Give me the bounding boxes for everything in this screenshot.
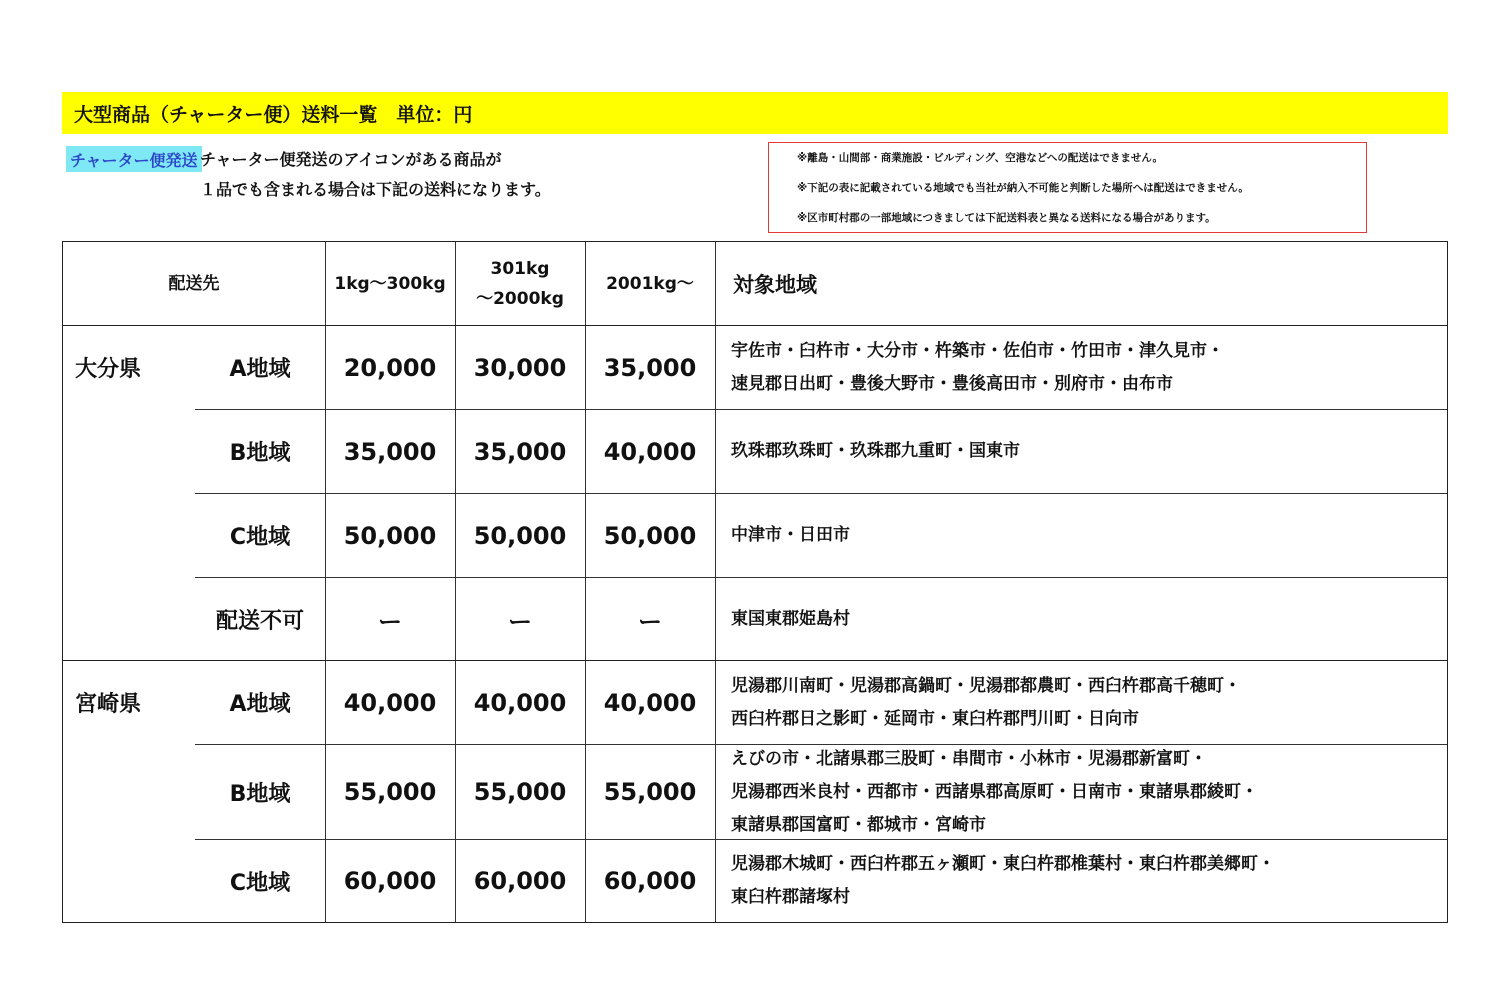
price-cell: 60,000 xyxy=(343,867,437,895)
price-cell: 20,000 xyxy=(343,353,437,382)
header-weight-3: 2001kg～ xyxy=(606,273,694,294)
price-cell: 55,000 xyxy=(473,778,567,806)
intro-line-2: １品でも含まれる場合は下記の送料になります。 xyxy=(200,180,551,199)
price-cell: 55,000 xyxy=(343,778,437,806)
area-list xyxy=(715,840,1447,922)
price-cell: 35,000 xyxy=(473,437,567,466)
zone-label: B地域 xyxy=(229,781,291,807)
intro-line-1: チャーター便発送のアイコンがある商品が xyxy=(200,150,502,169)
price-cell: 40,000 xyxy=(603,437,697,466)
prefecture-miyazaki: 宮崎県 xyxy=(75,692,142,717)
header-areas: 対象地域 xyxy=(733,272,817,297)
notice-line: ※下記の表に記載されている地域でも当社が納入不可能と判断した場所へは配送はできません。 xyxy=(797,182,1249,194)
area-list xyxy=(715,578,1447,660)
zone-label: C地域 xyxy=(229,870,291,896)
prefecture-oita: 大分県 xyxy=(75,357,142,382)
price-cell: ー xyxy=(508,607,532,636)
area-list xyxy=(715,410,1447,493)
price-cell: 50,000 xyxy=(603,521,697,550)
area-list xyxy=(715,494,1447,577)
price-cell: 60,000 xyxy=(603,867,697,895)
notice-line: ※区市町村郡の一部地域につきましては下記送料表と異なる送料になる場合があります。 xyxy=(797,212,1216,224)
area-line: 中津市・日田市 xyxy=(731,525,850,545)
area-line: 東諸県郡国富町・都城市・宮崎市 xyxy=(731,814,986,835)
price-cell: 40,000 xyxy=(603,688,697,717)
area-list xyxy=(715,326,1447,409)
area-list xyxy=(715,745,1447,839)
shipping-fee-table xyxy=(62,241,1448,923)
price-cell: 50,000 xyxy=(343,521,437,550)
header-weight-2 xyxy=(455,242,585,325)
price-cell: 60,000 xyxy=(473,867,567,895)
area-line: 児湯郡木城町・西臼杵郡五ヶ瀬町・東臼杵郡椎葉村・東臼杵郡美郷町・ xyxy=(731,854,1275,874)
header-weight-1: 1kg～300kg xyxy=(334,273,446,294)
area-line: 速見郡日出町・豊後大野市・豊後高田市・別府市・由布市 xyxy=(731,373,1173,394)
area-line: 宇佐市・臼杵市・大分市・杵築市・佐伯市・竹田市・津久見市・ xyxy=(731,340,1224,361)
price-cell: 40,000 xyxy=(473,688,567,717)
zone-label: A地域 xyxy=(229,692,291,717)
notice-line: ※離島・山間部・商業施設・ビルディング、空港などへの配送はできません。 xyxy=(797,152,1163,164)
price-cell: 40,000 xyxy=(343,688,437,717)
notice-box xyxy=(768,142,1367,233)
zone-label: C地域 xyxy=(229,525,291,550)
area-line: 児湯郡川南町・児湯郡高鍋町・児湯郡都農町・西臼杵郡高千穂町・ xyxy=(731,675,1241,696)
area-line: 児湯郡西米良村・西都市・西諸県郡高原町・日南市・東諸県郡綾町・ xyxy=(731,781,1258,802)
page-title: 大型商品（チャーター便）送料一覧 単位：円 xyxy=(62,92,1448,134)
price-cell: 35,000 xyxy=(603,353,697,382)
price-cell: 50,000 xyxy=(473,521,567,550)
charter-delivery-badge: チャーター便発送 xyxy=(66,146,202,172)
price-cell: 30,000 xyxy=(473,353,567,382)
header-weight-2-line2: ～2000kg xyxy=(476,288,564,309)
header-weight-2-line1: 301kg xyxy=(490,258,550,279)
header-destination: 配送先 xyxy=(168,273,220,294)
area-line: えびの市・北諸県郡三股町・串間市・小林市・児湯郡新富町・ xyxy=(731,748,1207,769)
zone-label: A地域 xyxy=(229,357,291,382)
area-line: 東国東郡姫島村 xyxy=(731,608,850,629)
price-cell: ー xyxy=(378,607,402,636)
area-list xyxy=(715,661,1447,744)
zone-label: 配送不可 xyxy=(215,608,304,634)
area-line: 東臼杵郡諸塚村 xyxy=(731,887,850,907)
price-cell: 35,000 xyxy=(343,437,437,466)
area-line: 玖珠郡玖珠町・玖珠郡九重町・国東市 xyxy=(731,441,1020,461)
price-cell: 55,000 xyxy=(603,778,697,806)
price-cell: ー xyxy=(638,607,662,636)
area-line: 西臼杵郡日之影町・延岡市・東臼杵郡門川町・日向市 xyxy=(731,708,1139,729)
zone-label: B地域 xyxy=(229,441,291,466)
